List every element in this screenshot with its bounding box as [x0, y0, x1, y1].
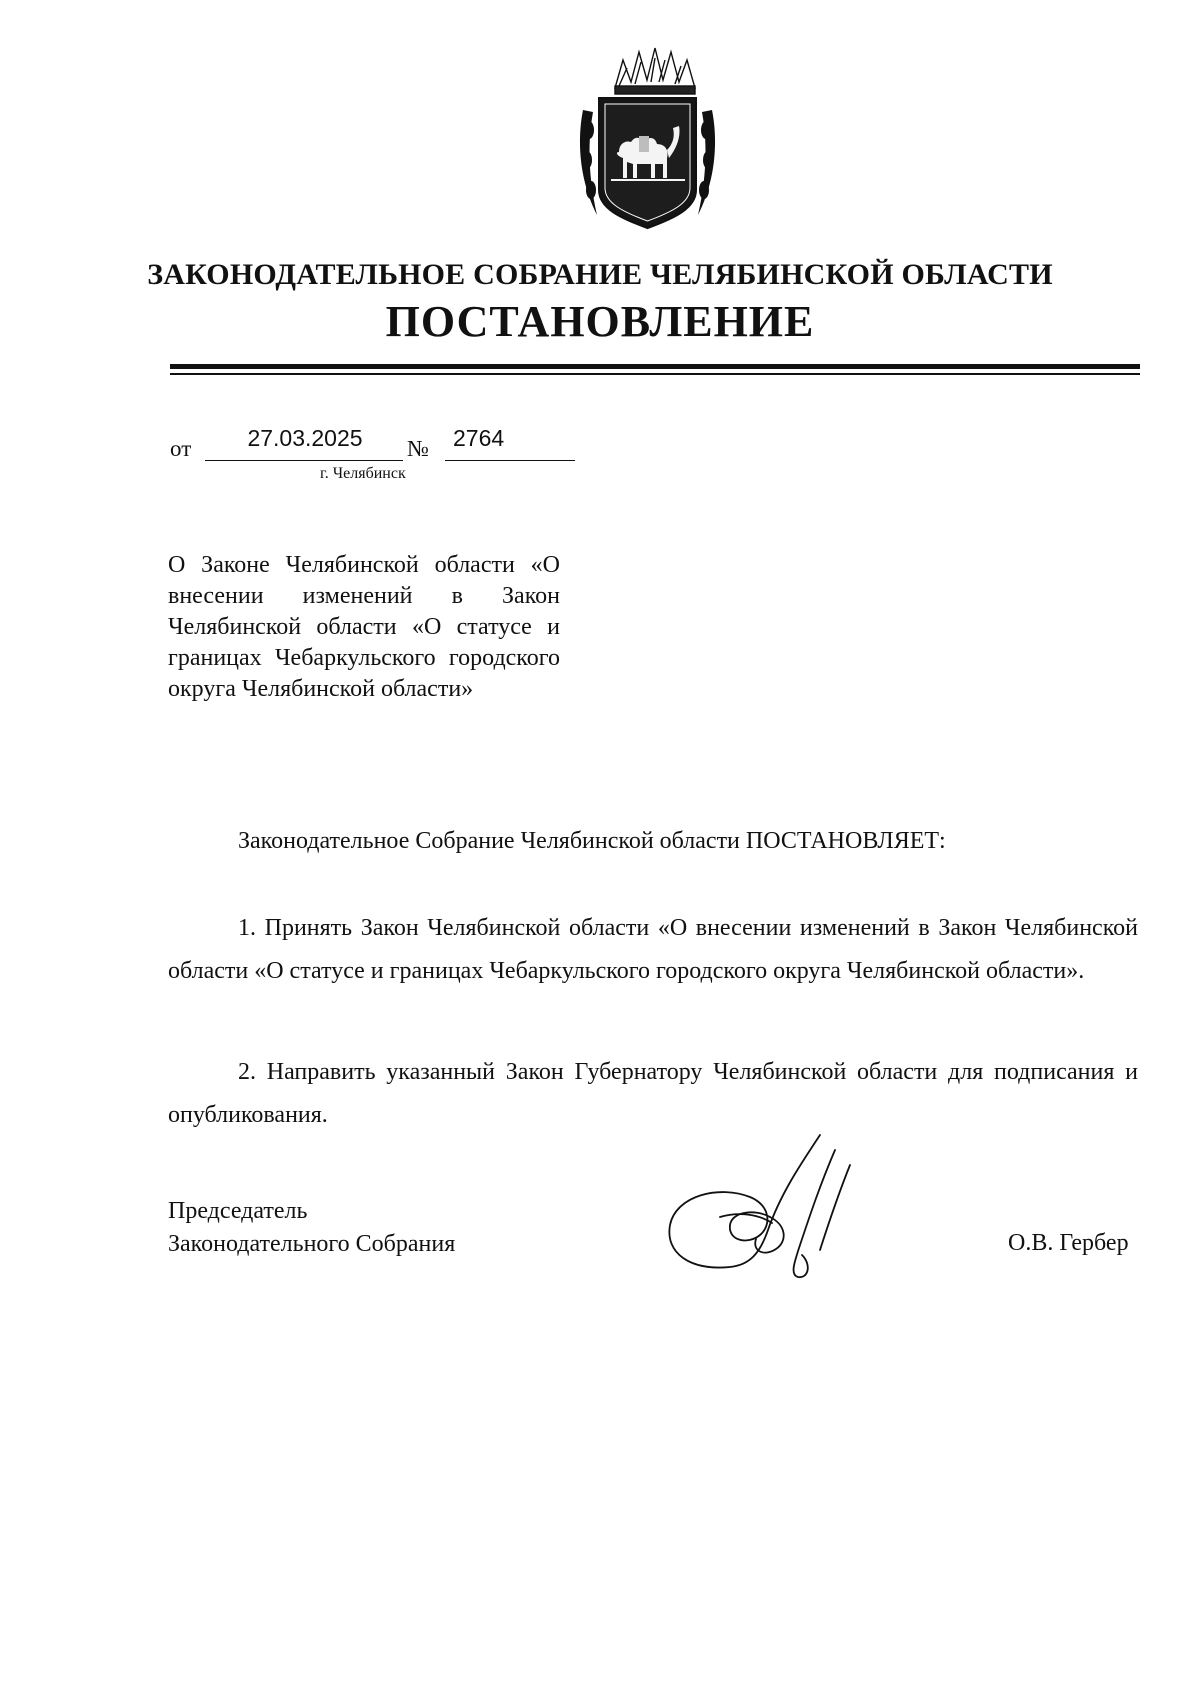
signer-name: О.В. Гербер — [1008, 1230, 1129, 1256]
resolution-item — [168, 1051, 1138, 1137]
signer-title — [168, 1195, 455, 1261]
header-divider-thick — [170, 364, 1140, 369]
document-number: 2764 — [453, 425, 505, 451]
document-type-heading: ПОСТАНОВЛЕНИЕ — [385, 297, 815, 346]
organization-title: ЗАКОНОДАТЕЛЬНОЕ СОБРАНИЕ ЧЕЛЯБИНСКОЙ ОБЛАСТИ — [147, 258, 1053, 291]
resolution-item-text: 2. Направить указанный Закон Губернатору Челябинской области для подписания и опубликования. — [168, 1059, 1138, 1128]
signer-title-line2: Законодательного Собрания — [168, 1231, 456, 1257]
handwritten-signature — [660, 1125, 910, 1285]
number-prefix: № — [407, 436, 429, 461]
document-date: 27.03.2025 — [247, 425, 363, 451]
city-label: г. Челябинск — [320, 465, 406, 482]
date-underline — [205, 460, 403, 461]
header-divider-thin — [170, 373, 1140, 375]
number-underline — [445, 460, 575, 461]
coat-of-arms-emblem — [575, 40, 720, 235]
preamble: Законодательное Собрание Челябинской области ПОСТАНОВЛЯЕТ: — [238, 828, 946, 854]
date-prefix: от — [170, 436, 192, 461]
signer-title-line1: Председатель — [168, 1198, 308, 1224]
resolution-item-text: 1. Принять Закон Челябинской области «О внесении изменений в Закон Челябинской области «О статусе и границах Чебаркульского городского округа Челябинской области». — [168, 915, 1138, 984]
document-subject: О Законе Челябинской области «О внесении изменений в Закон Челябинской области «О статусе и границах Чебаркульского городского округа Челябинской области» — [168, 552, 560, 702]
resolution-item — [168, 907, 1138, 993]
